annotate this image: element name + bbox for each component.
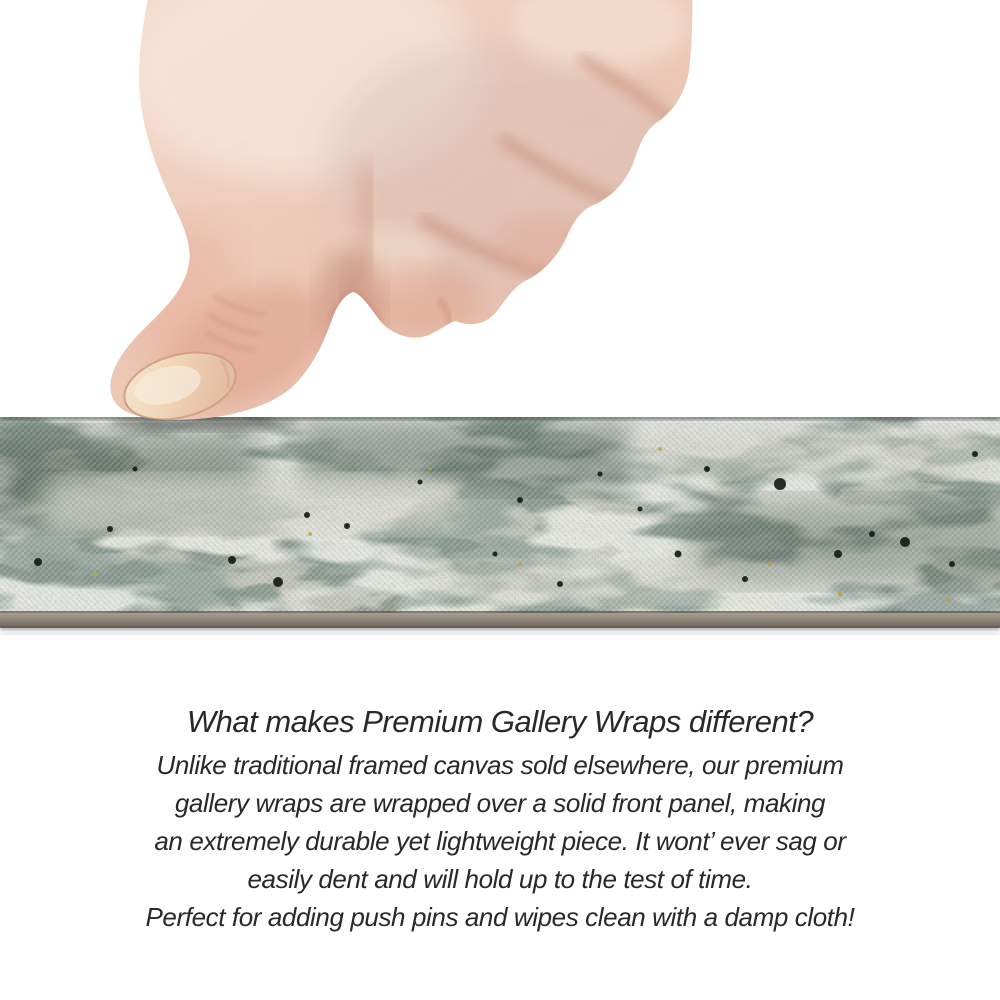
- caption-line-4: easily dent and will hold up to the test of time.: [247, 864, 753, 894]
- caption-line-5: Perfect for adding push pins and wipes clean with a damp cloth!: [145, 902, 855, 932]
- caption-line-2: gallery wraps are wrapped over a solid front panel, making: [174, 788, 826, 818]
- panel-edge: [0, 613, 1000, 628]
- caption-line-3: an extremely durable yet lightweight piece. It wont’ ever sag or: [154, 826, 846, 856]
- caption-block: [0, 701, 1000, 936]
- canvas-edge-photo: [0, 414, 1000, 646]
- caption-line-1: Unlike traditional framed canvas sold elsewhere, our premium: [156, 750, 844, 780]
- caption-heading: What makes Premium Gallery Wraps different?: [186, 704, 814, 739]
- hand-photo: [0, 0, 1000, 432]
